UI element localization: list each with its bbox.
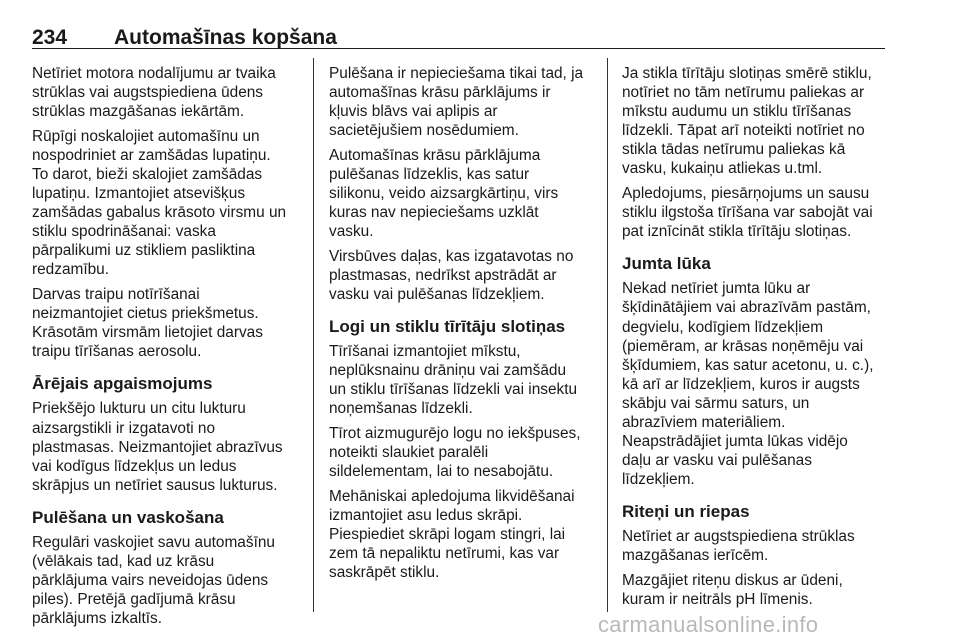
paragraph: Netīriet motora nodalījumu ar tvaika strūklas vai augstspiediena ūdens strūklas mazgāšanas iekārtām. (32, 65, 276, 121)
column-divider (607, 58, 608, 612)
paragraph: Automašīnas krāsu pārklājuma pulēšanas līdzeklis, kas satur silikonu, veido aizsargkārtiņu, virs kuras nav nepieciešams uzklāt vasku. (329, 146, 559, 241)
column-left (32, 64, 304, 634)
paragraph: Tīrot aizmugurējo logu no iekšpuses, noteikti slaukiet paralēli sildelementam, lai to nesabojātu. (329, 425, 581, 481)
paragraph: Netīriet ar augstspiediena strūklas mazgāšanas ierīcēm. (622, 528, 855, 565)
section-heading-exterior-lights: Ārējais apgaismojums (32, 374, 213, 394)
section-heading-windows-wipers: Logi un stiklu tīrītāju slotiņas (329, 317, 566, 337)
column-right (622, 64, 894, 615)
column-middle (329, 64, 601, 588)
paragraph: Mehāniskai apledojuma likvidēšanai izmantojiet asu ledus skrāpi. Piespiediet skrāpi logam stingri, lai zem tā nepaliktu netīrumi, kas var saskrāpēt stiklu. (329, 487, 575, 582)
section-heading-wheels-tyres: Riteņi un riepas (622, 502, 750, 522)
page-number: 234 (32, 26, 68, 49)
paragraph: Regulāri vaskojiet savu automašīnu (vēlākais tad, kad uz krāsu pārklājuma vairs neveidojas ūdens piles). Pretējā gadījumā krāsu pārklājums izkaltīs. (32, 533, 275, 628)
watermark: carmanualsonline.info (598, 612, 819, 637)
paragraph: Tīrīšanai izmantojiet mīkstu, neplūksnainu drāniņu vai zamšādu un stiklu tīrīšanas līdzekli vai insektu noņemšanas līdzekli. (329, 343, 578, 418)
paragraph: Rūpīgi noskalojiet automašīnu un nospodriniet ar zamšādas lupatiņu. To darot, bieži skalojiet zamšādas lupatiņu. Izmantojiet atsevišķus zamšādas gabalus krāsoto virsmu un stiklu spodrināšanai: vaska pārpalikumi uz stikliem pasliktina redzamību. (32, 127, 287, 279)
paragraph: Virsbūves daļas, kas izgatavotas no plastmasas, nedrīkst apstrādāt ar vasku vai pulēšanas līdzekļiem. (329, 247, 574, 304)
paragraph: Pulēšana ir nepieciešama tikai tad, ja automašīnas krāsu pārklājums ir kļuvis blāvs vai aplipis ar sacietējušiem nosēdumiem. (329, 65, 584, 140)
section-heading-polishing: Pulēšana un vaskošana (32, 507, 224, 527)
section-heading-sunroof: Jumta lūka (622, 254, 711, 274)
paragraph: Priekšējo lukturu un citu lukturu aizsargstikli ir izgatavoti no plastmasas. Neizmantojiet abrazīvus vai kodīgus līdzekļus un ledus skrāpjus un netīriet sausus lukturus. (32, 400, 283, 494)
header-rule (32, 48, 885, 49)
paragraph: Nekad netīriet jumta lūku ar šķīdinātājiem vai abrazīvām pastām, degvielu, kodīgiem līdzekļiem (piemēram, ar krāsas noņēmēju vai šķīdumiem, kas satur acetonu, u. c.), kā arī ar līdzekļiem, kuros ir augsts skābju vai sārmu saturs, un abrazīviem materiāliem. Neapstrādājiet jumta lūkas vidējo daļu ar vasku vai pulēšanas līdzekļiem. (622, 280, 874, 489)
page-title: Automašīnas kopšana (114, 26, 337, 49)
paragraph: Darvas traipu notīrīšanai neizmantojiet cietus priekšmetus. Krāsotām virsmām lietojiet darvas traipu tīrīšanas aerosolu. (32, 286, 263, 361)
paragraph: Mazgājiet riteņu diskus ar ūdeni, kuram ir neitrāls pH līmenis. (622, 572, 843, 609)
paragraph: Ja stikla tīrītāju slotiņas smērē stiklu, notīriet no tām netīrumu paliekas ar mīkstu audumu un stiklu tīrīšanas līdzekli. Tāpat arī noteikti notīriet no stikla tādas netīrumu paliekas kā vasku, kukaiņu atliekas u.tml. (622, 65, 872, 178)
paragraph: Apledojums, piesārņojums un sausu stiklu ilgstoša tīrīšana var sabojāt vai pat iznīcināt stikla tīrītāju slotiņas. (622, 185, 873, 241)
column-divider (313, 58, 314, 612)
